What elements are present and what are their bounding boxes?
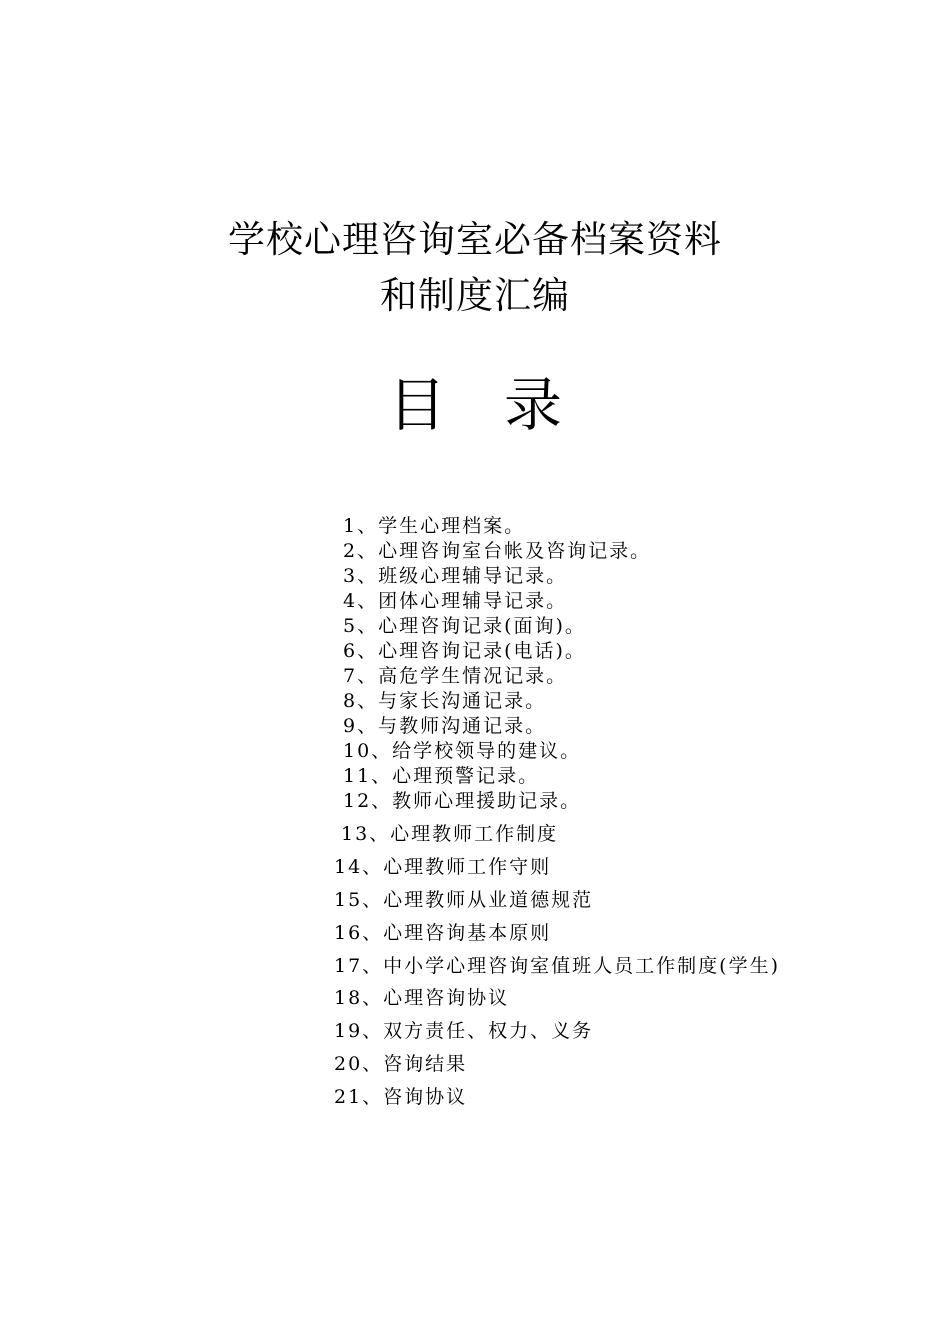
toc-item: 5、心理咨询记录(面询)。 xyxy=(343,615,586,637)
toc-item: 7、高危学生情况记录。 xyxy=(343,665,568,687)
toc-heading xyxy=(0,370,950,440)
toc-heading-char-2: 录 xyxy=(504,371,563,439)
toc-item: 11、心理预警记录。 xyxy=(343,765,540,787)
document-title-line-1: 学校心理咨询室必备档案资料 xyxy=(228,218,722,261)
toc-item: 15、心理教师从业道德规范 xyxy=(334,889,594,911)
toc-item: 4、团体心理辅导记录。 xyxy=(343,590,568,612)
toc-item: 10、给学校领导的建议。 xyxy=(343,740,582,762)
toc-item: 18、心理咨询协议 xyxy=(334,987,510,1009)
toc-item: 19、双方责任、权力、义务 xyxy=(334,1020,594,1042)
toc-item: 3、班级心理辅导记录。 xyxy=(343,565,568,587)
toc-item: 12、教师心理援助记录。 xyxy=(343,790,582,812)
toc-item: 6、心理咨询记录(电话)。 xyxy=(343,640,586,662)
toc-item: 13、心理教师工作制度 xyxy=(341,823,559,845)
toc-item: 21、咨询协议 xyxy=(334,1086,468,1108)
toc-item: 2、心理咨询室台帐及咨询记录。 xyxy=(343,540,652,562)
toc-item: 17、中小学心理咨询室值班人员工作制度(学生) xyxy=(334,955,781,977)
document-title-line-2: 和制度汇编 xyxy=(380,274,570,317)
toc-item: 14、心理教师工作守则 xyxy=(334,856,552,878)
toc-item: 8、与家长沟通记录。 xyxy=(343,690,547,712)
toc-item: 1、学生心理档案。 xyxy=(343,515,526,537)
toc-item: 9、与教师沟通记录。 xyxy=(343,715,547,737)
toc-item: 16、心理咨询基本原则 xyxy=(334,922,552,944)
toc-heading-char-1: 目 xyxy=(387,371,446,439)
toc-item: 20、咨询结果 xyxy=(334,1053,468,1075)
